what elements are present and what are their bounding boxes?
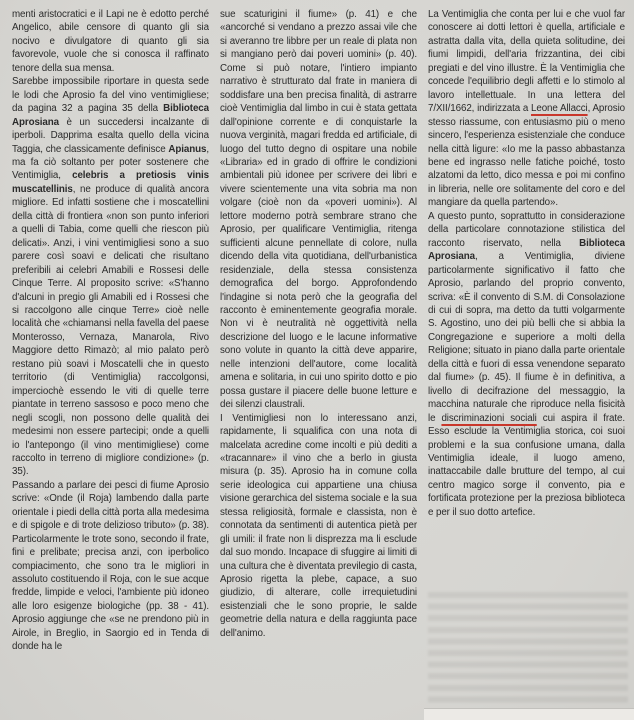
bold-text-run: Apianus [168,143,207,155]
bold-text-run: Biblioteca Aprosiana [12,103,209,128]
red-underlined-text-run: discriminazioni sociali [441,412,537,424]
text-run: Passando a parlare dei pesci di fiume Aprosio scrive: «Onde (il Roja) lambendo dalla parte orientale i piedi della città porta alla medesima e di spigole e di trote delizioso tributo» (p. 38). Particolarmente le trote sono, secondo il frate, fini e prelibate; precisa anzi, con iperbolico compiacimento, che sono tra le migliori in assoluto costituendo il Roja, con le sue acque fredde, limpide e veloci, l'ambiente più idoneo alle loro esigenze biologiche (pp. 38 - 41). Aprosio aggiunge che «se ne prendono più in Airole, in Breglio, in Saorgio ed in Tenda di donde ha le [12,479,209,653]
page-edge [424,708,634,720]
text-run: I Ventimigliesi non lo interessano anzi, rapidamente, li squalifica con una nota di malcelata acredine come incolti e più dediti a «tracannare» il vino che a berlo in giusta misura (p. 35). Aprosio ha in comune colla serie ideologica cui appartiene una chiusa visione gerarchica del sistema sociale e la sua stessa religiosità, formale e classista, non è connotata da sentimenti di autentica pietà per gli umili: il frate non li disprezza ma li esclude dal suo mondo. Incapace di sfuggire ai limiti di una cultura che è diventata previlegio di casta, Aprosio rigetta la plebe, capace, a suo giudizio, di alterare, colle irrequietudini esistenziali che le sono proprie, le salde geometrie della natura e della raggiunta pace dell'animo. [220,412,417,639]
bold-text-run: celebris a pretiosis vinis muscatellinis [12,170,209,195]
paragraph [220,8,417,412]
bleed-through-text [428,592,628,704]
red-underlined-text-run: Leone Allacci [531,103,588,115]
text-run: Sarebbe impossibile riportare in questa sede le lodi che Aprosio fa del vino ventimigliese; da pagina 32 a pagina 35 della [12,76,209,115]
text-run: La Ventimiglia che conta per lui e che vuol far conoscere ai dotti lettori è quella, artificiale e astratta dalla vita, della quieta solitudine, dei fiumi limpidi, dell'aria frizzantina, dei cibi pregiati e del vino illustre. È la Ventimiglia che concede l'equilibrio degli affetti e lo stimolo al lavoro intellettuale. In una lettera del 7/XII/1662, indirizzata a [428,9,625,115]
text-run: , ma fa ciò soltanto per poter sostenere che Ventimiglia, [12,143,209,182]
text-column-2 [220,8,417,714]
text-run: sue scaturigini il fiume» (p. 41) e che «ancorché si vendano a prezzo assai vile che si averanno tre libbre per un reale di plata non si mangiano però dai poveri uomini» (p. 40). Come si può notare, l'intiero impianto narrativo è strutturato dal frate in maniera di soddisfare una ben precisa finalità, di astrarre cioè Ventimiglia dal limbo in cui è stata gettata dall'opinione corrente e di conquistarle la nuova verginità, magari fredda ed artificiale, di luogo del tutto degno di ospitare una nobile «Libraria» ed in grado di offrire le condizioni ambientali più idonee per scrivere dei libri e vivere scientemente una vita sobria ma non volgare (cioè non da «poveri uomini»). Al lettore moderno potrà sembrare strano che Aprosio, per qualificare Ventimiglia, ritenga sufficienti alcune pennellate di colore, nulla dicendo della vita quotidiana, dell'urbanistica residenziale, della stessa consistenza demografica del borgo. Approfondendo l'indagine si nota però che la geografia del racconto è eminentemente geografia morale. Non vi è neutralità nè oggettività nella descrizione del luogo e le lacune informative sono volute in quanto la città deve apparire, nelle intenzioni dell'autore, come località amena e solitaria, in cui uno spirito dotto e pio possa gustare il piacere delle buone letture e dei silenzi claustrali. [220,9,417,411]
paragraph [12,8,209,75]
paragraph [428,8,625,210]
text-run: , Aprosio stesso riassume, con entusiasmo più o meno sincero, l'esperienza esistenziale che conduce nella città ligure: «Io me la passo abbastanza bene ed ingrasso nelle fatiche poiché, tosto alzatomi da letto, dico messa e poi mi confino in libreria, nelle ore solitamente del coro e del mangiare da quella partendo». [428,103,625,209]
text-run: cui aspira il frate. Esso esclude la Ventimiglia storica, coi suoi problemi e la sua confusione umana, dalla Ventimiglia ideale, il luogo ameno, inattaccabile dalle brutture del tempo, al cui centro magico sorge il convento, pia e fortificata protezione per la preziosa biblioteca e per il suo dotto artefice. [428,412,625,518]
text-run: , a Ventimiglia, diviene particolarmente significativo il fatto che Aprosio, parlando del proprio convento, scriva: «È il convento di S.M. di Consolazione di cui di sopra, ma detto da tutti volgarmente S. Agostino, uno dei più belli che si abbia la Congregazione e superiore a molti della Religione; situato in piano dalla parte orientale della città e fuori di essa venendone separato dal fiume» (p. 45). Il fiume è in definitiva, a livello di decifrazione del messaggio, la macchina naturale che riproduce nella fisicità le [428,251,625,424]
text-run: , ne produce di qualità ancora migliore. Ed infatti sostiene che i moscatellini della città di frontiera «non son punto inferiori a quelli di Tabia, come quelli che riescon più delicati». Anzi, i vini ventimigliesi sono a suo parere così soavi e delicati che risultano preferibili ai celebri Amabili e Rossesi delle Cinque Terre. Al proposito scrive: «S'hanno d'alcuni in pregio gli Amabili ed i Rossesi che si raccolgono alle cinque Terre» cioè nelle località che «chiamansi nella favella del paese Monterosso, Vernaza, Manarola, Rivo Maggiore detto Rimazò; al mio palato però restano più soavi i Moscatelli che in questo territorio (di Ventimiglia) raccolgonsi, imperciochè essendo le viti di quelle terre piantate in terreno sassoso e poco meno che negli scogli, non possono delle qualità dei medesimi non essere partecipi; onde a quelli io l'antepongo (il vino mentimigliese) come raccolto in terreno di migliore condizione» (p. 35). [12,183,209,478]
paragraph [428,210,625,519]
paragraph [220,412,417,641]
paragraph [12,479,209,654]
paragraph [12,75,209,479]
text-run: A questo punto, soprattutto in considerazione della particolare connotazione stilistica del racconto riservato, nella [428,210,625,249]
text-run: menti aristocratici e il Lapi ne è edotto perché Angelico, abile censore di quanto gli sia nocivo e divulgatore di quanto gli sia favorevole, vuole che si conosca il raffinato tenore della sua mensa. [12,9,209,74]
text-column-1 [12,8,209,714]
bold-text-run: Biblioteca Aprosiana [428,237,625,263]
text-run: è un succedersi incalzante di iperboli. Dapprima esalta quello della vicina Taggia, che classicamente definisce [12,116,209,155]
